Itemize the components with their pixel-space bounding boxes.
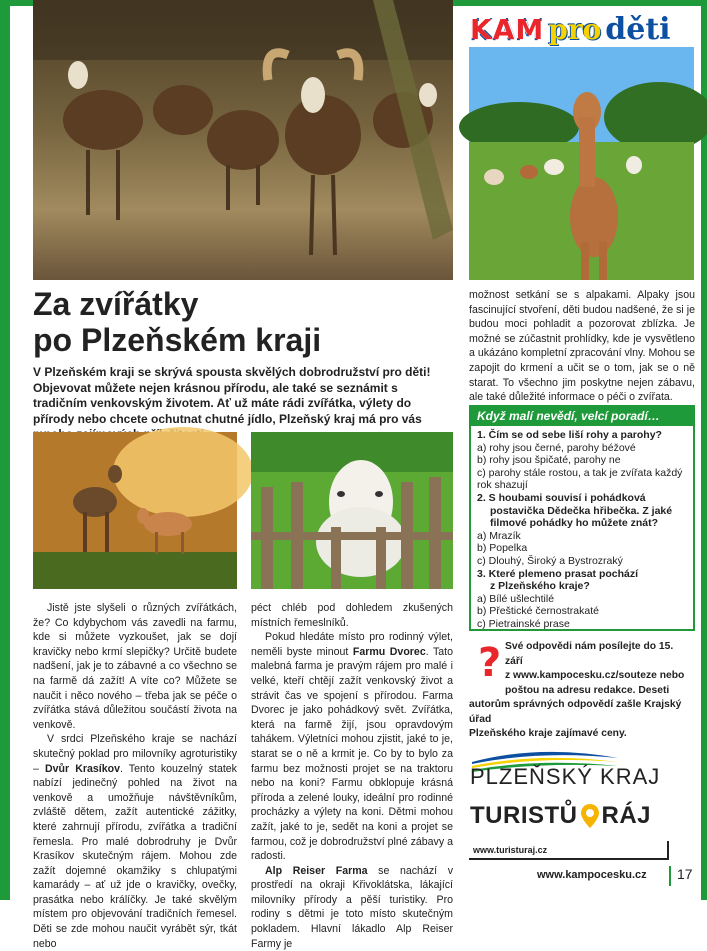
quiz-answer: a) Mrazík <box>477 529 521 542</box>
question-line: z Plzeňského kraje? <box>490 580 590 593</box>
article-column-1 <box>33 601 237 951</box>
quiz-answer: c) parohy stále rostou, a tak je zvířata každý rok shazují <box>477 466 683 492</box>
send-line: poštou na adresu redakce. Deseti <box>505 684 670 696</box>
farm-name-dvorec: Farmu Dvorec <box>352 645 426 658</box>
question-line: 2. S houbami souvisí i pohádková <box>477 491 646 504</box>
article-column-3 <box>469 288 695 405</box>
send-line: autorům správných odpovědí zašle Krajský úřad <box>469 699 682 725</box>
paragraph <box>251 630 453 864</box>
farm-name-alp-reiser: Alp Reiser Farma <box>265 864 368 877</box>
question-line: 3. Které plemeno prasat pochází <box>477 567 639 580</box>
turistu-raj-text-right: RÁJ <box>601 802 652 829</box>
quiz-answer: a) Bílé ušlechtilé <box>477 592 555 605</box>
text-run: Pokud hledáte místo pro rodinný výlet, neměli byste minout <box>251 631 453 658</box>
location-pin-icon <box>580 803 600 829</box>
logo-deti: děti <box>605 11 671 47</box>
page-number: 17 <box>677 866 693 882</box>
kam-pro-deti-logo <box>470 10 695 48</box>
quiz-answer: b) rohy jsou špičaté, parohy ne <box>477 454 621 467</box>
question-mark-icon: ? <box>478 640 502 686</box>
turistu-raj-url[interactable]: www.turisturaj.cz <box>469 841 669 860</box>
article-title <box>33 286 453 358</box>
paragraph: možnost setkání se s alpakami. Alpaky jsou fascinující stvoření, děti budou nadšené, že si je budou moci pohladit a pozorovat zblízka. Je možné se zúčastnit prohlídky, kde je vysvětleno a ukázáno kompletní zpracování vlny. Mohou se zapojit do krmení a učit se o tom, jak se o ně starat. To všechno jim poskytne nejen zábavu, ale také důležité informace o péči o zvířata. <box>469 289 695 404</box>
paragraph <box>251 864 453 951</box>
alpaca-photo <box>469 47 694 280</box>
article-column-2 <box>251 601 453 951</box>
send-line: z www.kampocesku.cz/souteze nebo <box>505 670 685 681</box>
title-line-1: Za zvířátky <box>33 286 199 322</box>
left-border <box>0 0 10 900</box>
question-line: filmové pohádky ho můžete znát? <box>490 517 659 530</box>
paragraph: Jistě jste slyšeli o různých zvířátkách, že? Co kdybychom vás zavedli na farmu, kde si můžete vyzkoušet, jak se dojí kravičky nebo krmí slepičky? Určitě budete nadšení, jak je to zábavné a co všechno se na farmě dá zažít! A víte co? Můžete se naučit i něco nového – třeba jak se péče o zvířátka stává důležitou součástí života na venkově. <box>33 602 237 731</box>
farm-name-dvur-krasikov: Dvůr Krasíkov <box>44 762 120 775</box>
footer-divider <box>669 866 671 886</box>
text-run: . Tento kouzelný statek nabízí jedinečný pohled na život na venkově a umožňuje návštěvníkům, zvláště dětem, zažít autentické zážitky, které zahrnují přírodu, zvířátka a tradiční řemesla. Pro malé dobrodruhy je Dvůr Krasíkov skutečným rájem. Mohou zde zažít dojemné okamžiky s chlupatými kamarády – ať už jde o kravičky, ovečky, prasátka nebo králíčky. Je také skvělým místem pro objevování tradičních řemesel. Děti se zde mohou naučit vyrábět sýr, tkát nebo <box>33 762 237 950</box>
paragraph <box>33 732 237 951</box>
logo-pro: pro <box>548 12 602 46</box>
mouflon-photo <box>33 0 453 280</box>
title-line-2: po Plzeňském kraji <box>33 322 322 358</box>
goat-photo <box>251 432 453 589</box>
text-run: se nachází v prostředí na okraji Křivoklátska, lákající milovníky přírody a pěší turistiky. Pro rodiny s dětmi je toto místo skutečným pokladem. Hlavní lákadlo Alp Reiser Farmy je <box>251 864 453 950</box>
quiz-question-2 <box>477 492 687 530</box>
question-line: postavička Dědečka hřibečka. Z jaké <box>490 504 673 517</box>
send-line: Plzeňského kraje zajímavé ceny. <box>469 728 627 739</box>
quiz-answer: b) Přeštické černostrakaté <box>477 605 599 618</box>
deer-photo <box>33 432 237 589</box>
quiz-question-1: 1. Čím se od sebe liší rohy a parohy? <box>477 429 662 441</box>
turistu-raj-text-left: TURISTŮ <box>470 802 578 829</box>
text-run: . Tato malebná farma je pravým rájem pro malé i velké, kteří chtějí zažít venkovský život a strávit čas ve spojení s přírodou. Farma Dvorec je jako pohádkový svět. Zvířátka, která na farmě žijí, jsou opravdovým tahákem. Výletníci mohou zjistit, jaké to je, starat se o ně a krmit je. Co by to bylo za farmu bez možnosti projet se na traktoru nebo na koni? Farmu obklopuje krásná příroda a zelené louky, ideální pro rodinné procházky a výlety na koni. Dětmi mohou zažít, jaké to je, sedět na koni a projet se farmou, což je dobrodružství plné zábavy a radosti. <box>251 645 454 863</box>
quiz-question-3 <box>477 568 687 593</box>
article-lead: V Plzeňském kraji se skrývá spousta skvělých dobrodružství pro děti! Objevovat můžete nejen krásnou přírodu, ale také se seznámit s tradičním venkovským životem. Ať už máte rádi zvířátka, výlety do přírody nebo chcete ochutnat chutné jídlo, Plzeňský kraj má pro vás <box>33 365 431 426</box>
quiz-heading: Když malí nevědí, velcí poradí… <box>471 407 693 426</box>
quiz-answer: b) Popelka <box>477 542 528 555</box>
quiz-answer: a) rohy jsou černé, parohy béžové <box>477 441 636 454</box>
paragraph: péct chléb pod dohledem zkušených místních řemeslníků. <box>251 602 453 629</box>
plzensky-kraj-logo-text: PLZEŇSKÝ KRAJ <box>470 764 661 789</box>
turistu-raj-logo <box>470 802 651 830</box>
text-run: V srdci Plzeňského kraje se nachází skutečný poklad pro milovníky agroturistiky – <box>33 733 237 775</box>
footer-url[interactable]: www.kampocesku.cz <box>537 869 647 881</box>
quiz-answer: c) Pietrainské prase <box>477 617 570 630</box>
send-answers-box <box>469 632 695 742</box>
logo-kam: KAM <box>470 12 545 46</box>
quiz-body <box>471 426 693 634</box>
quiz-box <box>469 405 695 631</box>
send-answers-text <box>469 640 691 742</box>
send-line: Své odpovědi nám posílejte do 15. září <box>505 641 674 667</box>
quiz-answer: c) Dlouhý, Široký a Bystrozraký <box>477 554 623 567</box>
